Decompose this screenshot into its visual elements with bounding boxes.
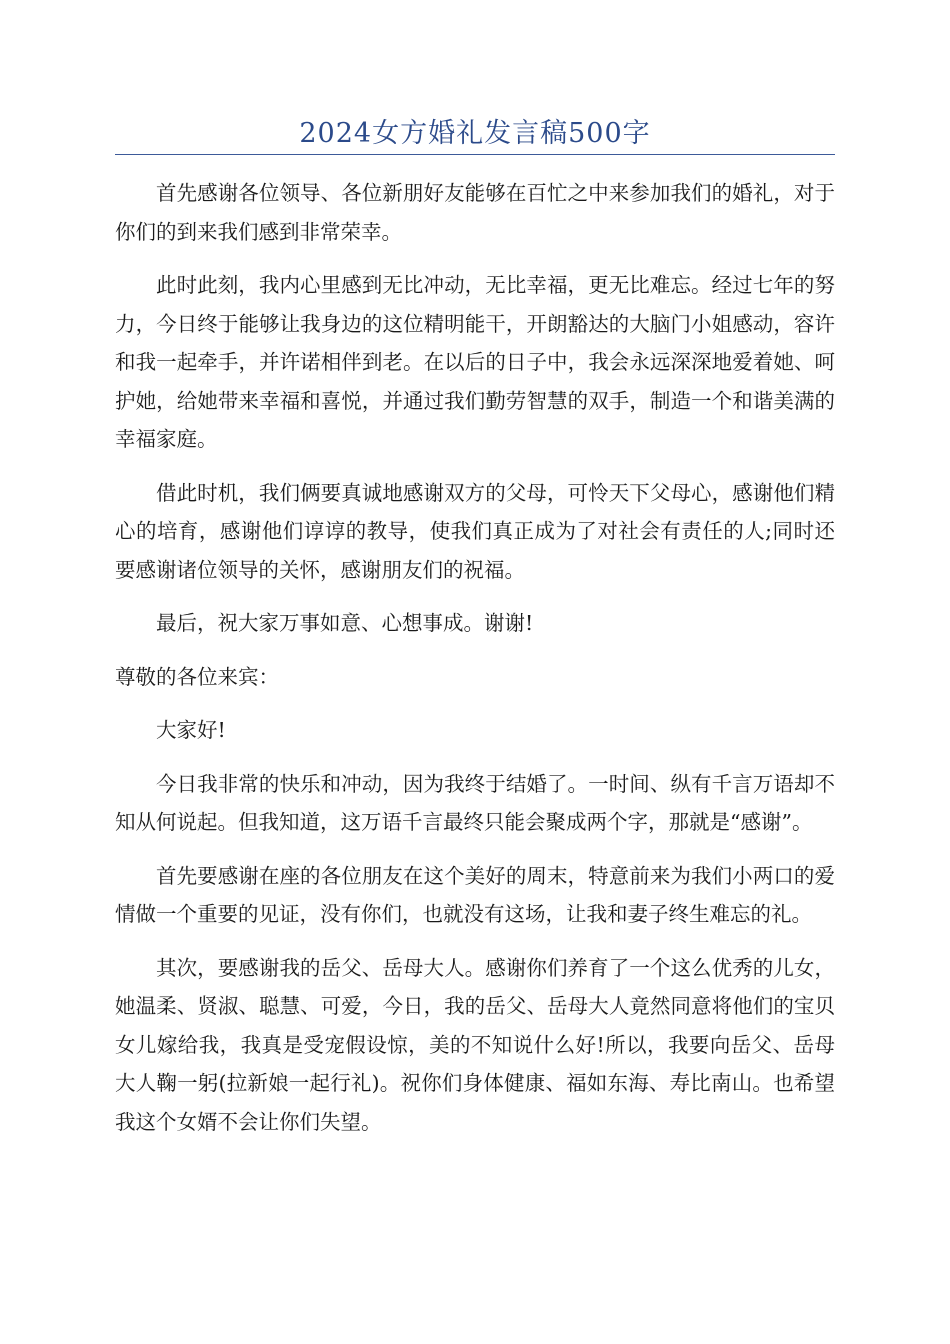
paragraph-2: 此时此刻，我内心里感到无比冲动，无比幸福，更无比难忘。经过七年的努力，今日终于能够让我身边的这位精明能干，开朗豁达的大脑门小姐感动，容许和我一起牵手，并许诺相伴到老。在以后的日子中，我会永远深深地爱着她、呵护她，给她带来幸福和喜悦，并通过我们勤劳智慧的双手，制造一个和谐美满的幸福家庭。 <box>115 273 835 451</box>
paragraph-9: 其次，要感谢我的岳父、岳母大人。感谢你们养育了一个这么优秀的儿女，她温柔、贤淑、聪慧、可爱，今日，我的岳父、岳母大人竟然同意将他们的宝贝女儿嫁给我，我真是受宠假设惊，美的不知说什么好!所以，我要向岳父、岳母大人鞠一躬(拉新娘一起行礼)。祝你们身体健康、福如东海、寿比南山。也希望我这个女婿不会让你们失望。 <box>115 955 835 1134</box>
paragraph-3: 借此时机，我们俩要真诚地感谢双方的父母，可怜天下父母心，感谢他们精心的培育，感谢他们谆谆的教导，使我们真正成为了对社会有责任的人;同时还要感谢诸位领导的关怀，感谢朋友们的祝福。 <box>115 480 835 582</box>
document-body <box>115 174 835 1156</box>
paragraph-4: 最后，祝大家万事如意、心想事成。谢谢! <box>156 611 534 635</box>
salutation: 尊敬的各位来宾： <box>115 664 279 689</box>
title-underline <box>115 154 835 155</box>
greeting: 大家好! <box>156 718 226 742</box>
paragraph-8: 首先要感谢在座的各位朋友在这个美好的周末，特意前来为我们小两口的爱情做一个重要的见证，没有你们，也就没有这场，让我和妻子终生难忘的礼。 <box>115 863 835 926</box>
paragraph-7: 今日我非常的快乐和冲动，因为我终于结婚了。一时间、纵有千言万语却不知从何说起。但我知道，这万语千言最终只能会聚成两个字，那就是“感谢”。 <box>115 771 835 834</box>
document-title: 2024女方婚礼发言稿500字 <box>299 118 651 149</box>
paragraph-1: 首先感谢各位领导、各位新朋好友能够在百忙之中来参加我们的婚礼，对于你们的到来我们感到非常荣幸。 <box>115 181 835 244</box>
